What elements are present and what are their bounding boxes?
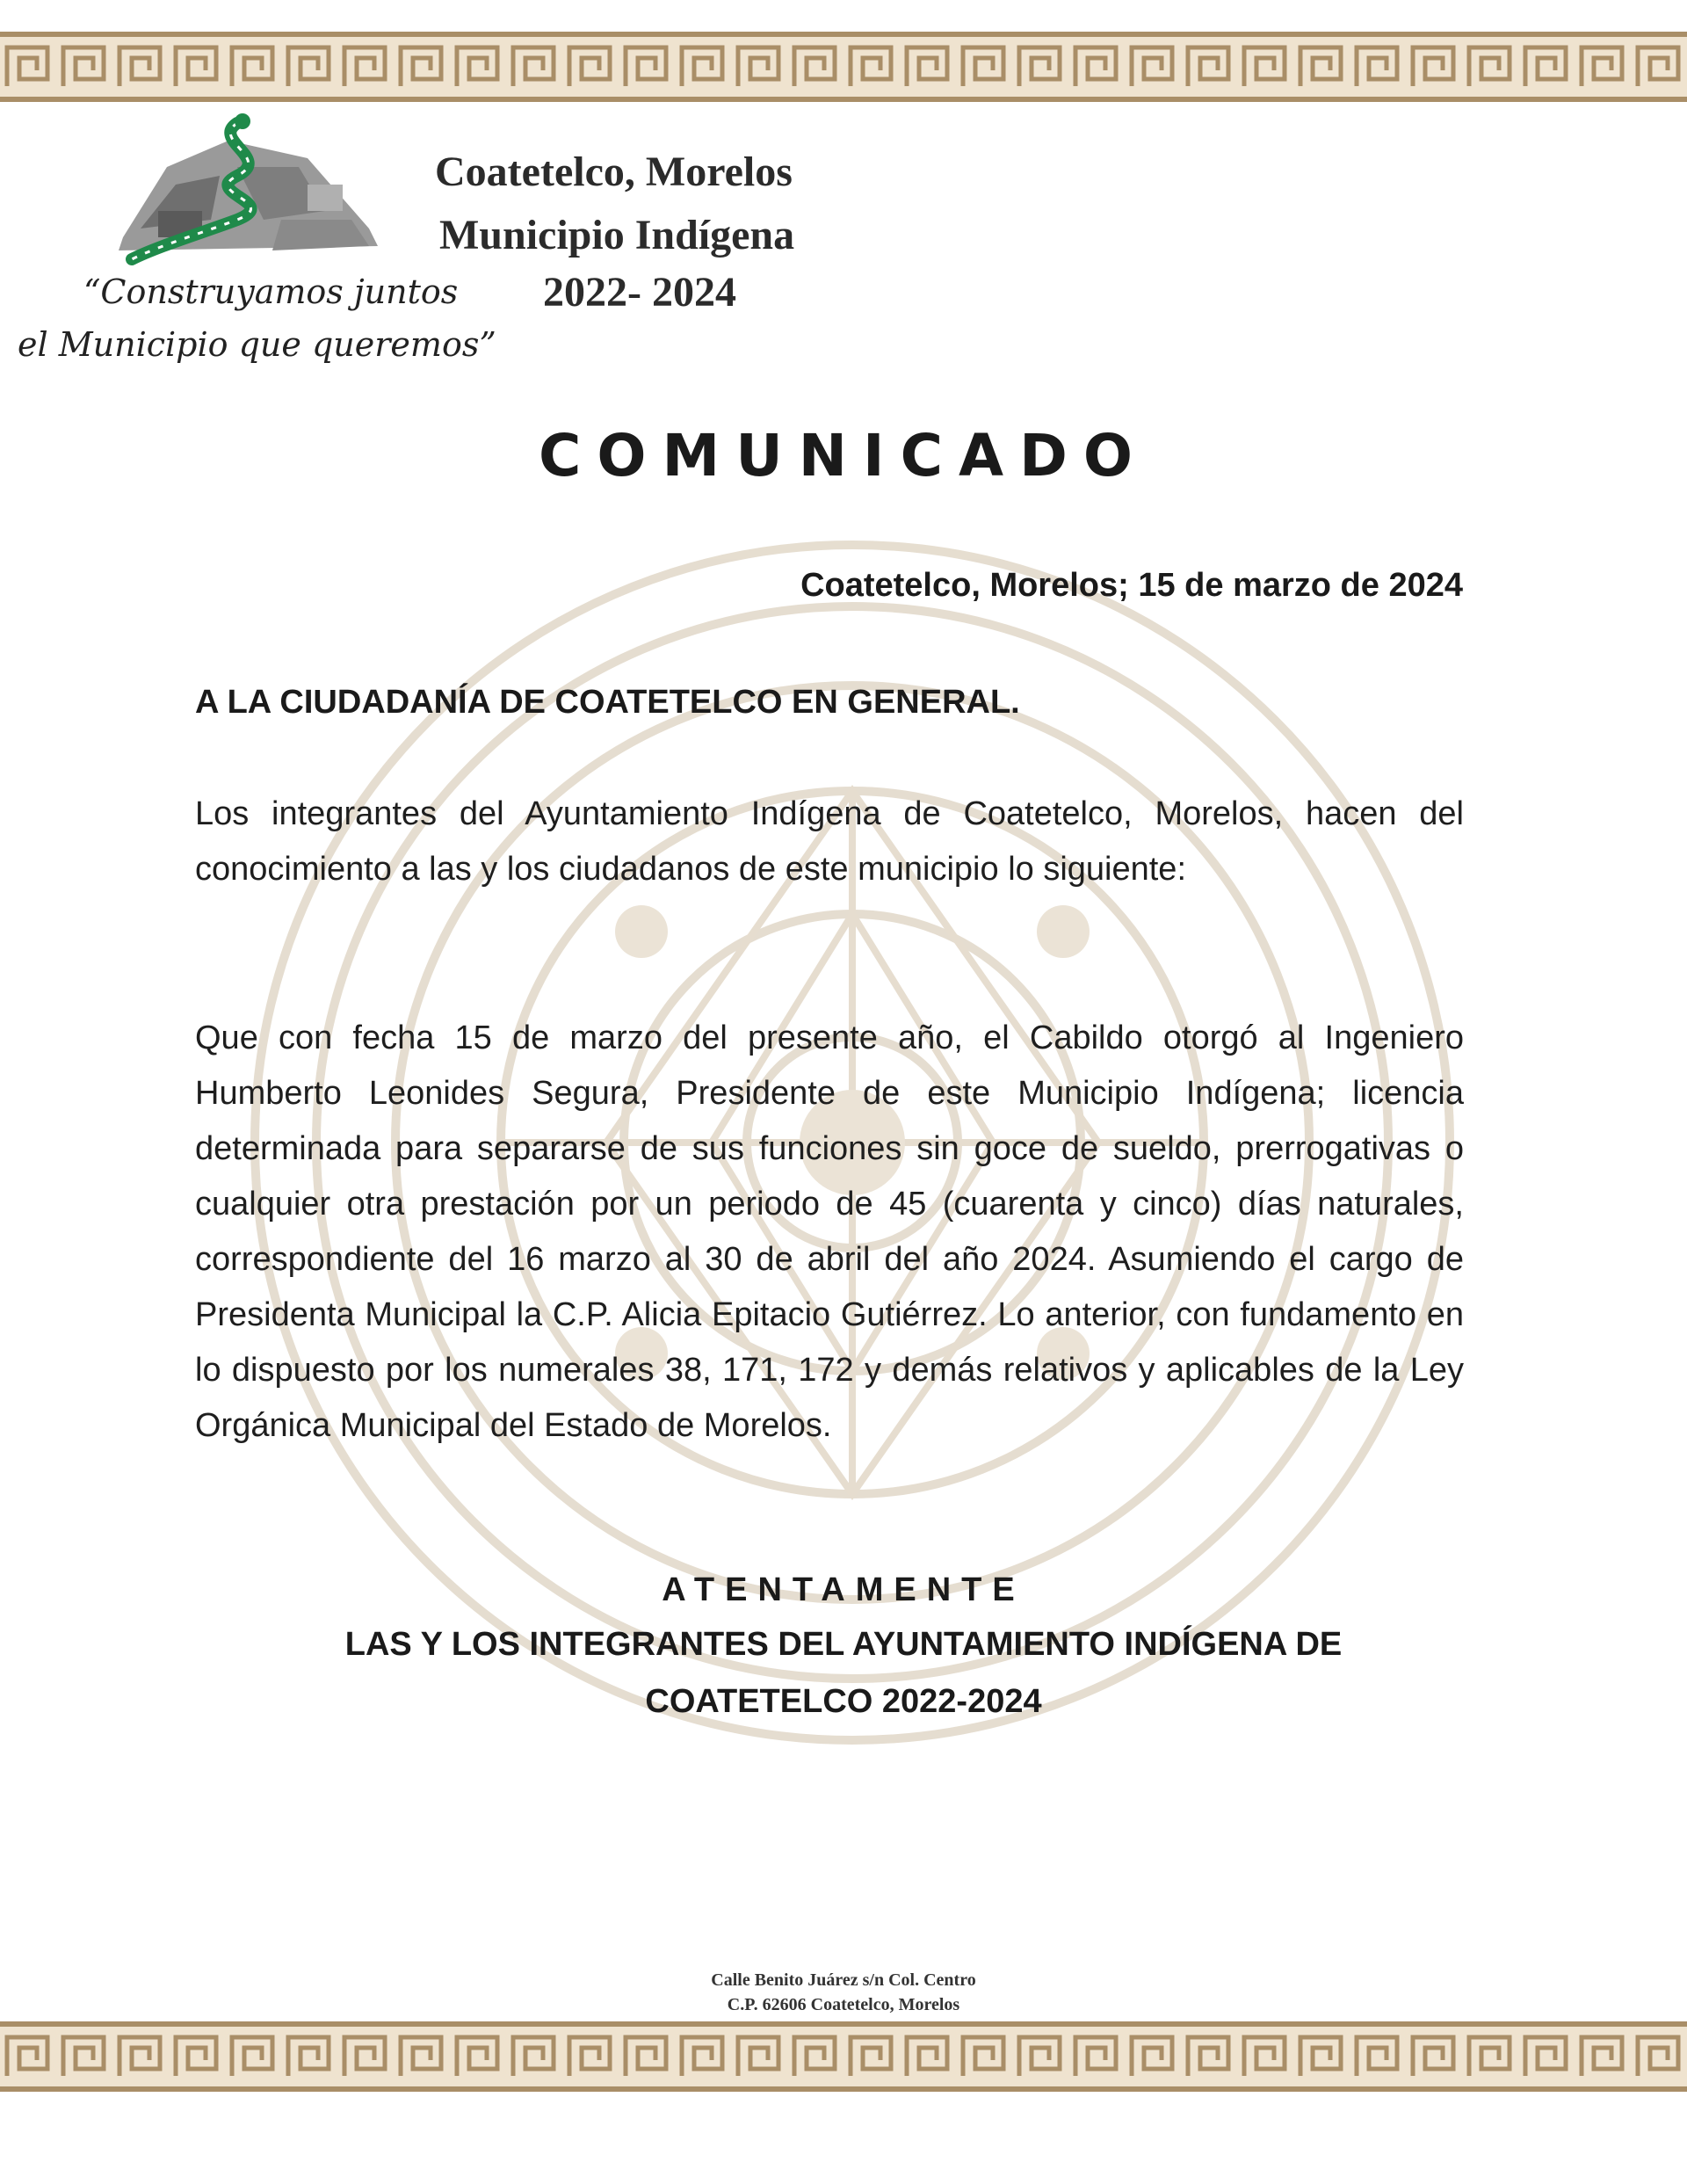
closing-signatory-line-2: COATETELCO 2022-2024 bbox=[645, 1683, 1042, 1720]
greek-key-border-top bbox=[0, 32, 1687, 102]
footer-address-city: C.P. 62606 Coatetelco, Morelos bbox=[727, 1995, 960, 2014]
document-title: COMUNICADO bbox=[538, 422, 1148, 490]
paragraph-body: Que con fecha 15 de marzo del presente año, el Cabildo otorgó al Ingeniero Humberto Leonides Segura, Presidente de este Municipio Indígena; licencia determinada para separarse de sus funciones sin goce de sueldo, prerrogativas o cualquier otra prestación por un periodo de 45 (cuarenta y cinco) días naturales, correspondiente del 16 marzo al 30 de abril del año 2024. Asumiendo el cargo de Presidenta Municipal la C.P. Alicia Epitacio Gutiérrez. Lo anterior, con fundamento en lo dispuesto por los numerales 38, 171, 172 y demás relativos y aplicables de la Ley Orgánica Municipal del Estado de Morelos. bbox=[195, 1019, 1464, 1444]
municipal-logo-icon bbox=[105, 105, 395, 281]
greek-key-border-bottom bbox=[0, 2021, 1687, 2092]
motto-line-2: el Municipio que queremos” bbox=[18, 325, 496, 364]
addressee: A LA CIUDADANÍA DE COATETELCO EN GENERAL. bbox=[195, 684, 1020, 721]
footer-address-street: Calle Benito Juárez s/n Col. Centro bbox=[711, 1970, 976, 1990]
paragraph-intro: Los integrantes del Ayuntamiento Indígena de Coatetelco, Morelos, hacen del conocimiento a las y los ciudadanos de este municipio lo siguiente: bbox=[195, 795, 1464, 888]
header-municipality-type: Municipio Indígena bbox=[439, 212, 795, 258]
header-municipality-name: Coatetelco, Morelos bbox=[435, 149, 793, 195]
closing-salutation: ATENTAMENTE bbox=[662, 1571, 1025, 1608]
header-term-years: 2022- 2024 bbox=[543, 269, 736, 316]
closing-signatory-line-1: LAS Y LOS INTEGRANTES DEL AYUNTAMIENTO INDÍGENA DE bbox=[344, 1626, 1343, 1663]
dateline: Coatetelco, Morelos; 15 de marzo de 2024 bbox=[800, 567, 1463, 604]
motto-line-1: “Construyamos juntos bbox=[83, 272, 459, 311]
